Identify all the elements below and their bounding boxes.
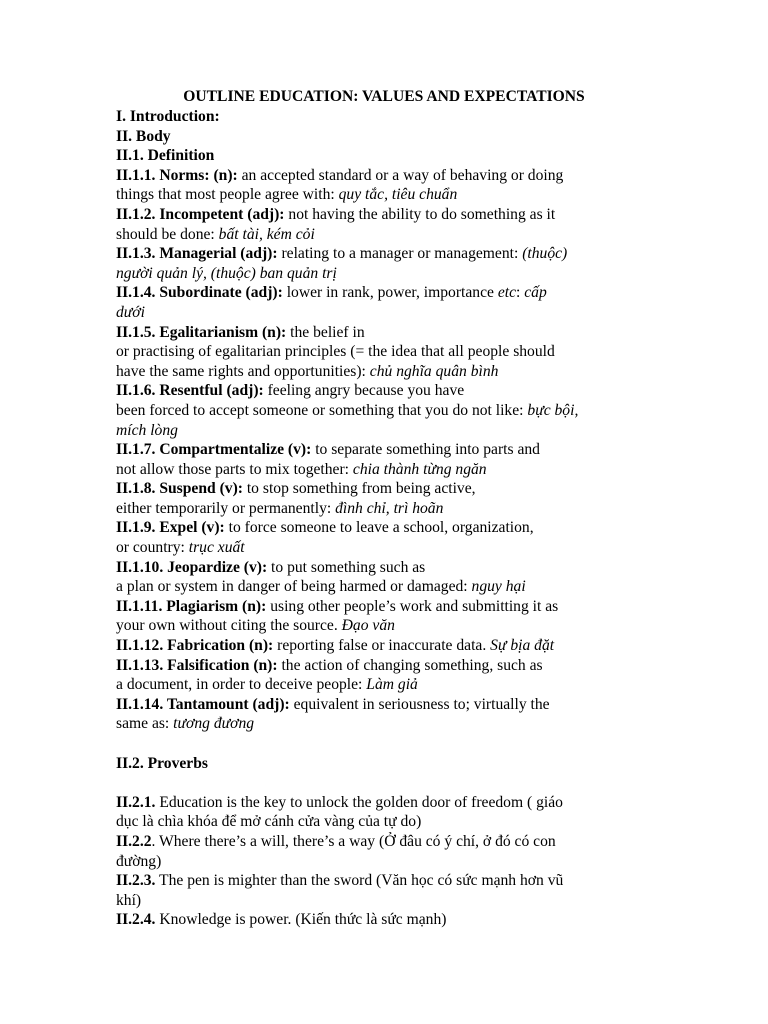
body-heading: II. Body	[116, 127, 171, 145]
definition-entry-egalitarianism-cont2: have the same rights and opportunities): chủ nghĩa quân bình	[116, 362, 499, 380]
definition-entry-resentful: II.1.6. Resentful (adj): feeling angry because you have	[116, 382, 465, 400]
definition-entry-subordinate-cont: dưới	[116, 303, 145, 321]
intro-heading: I. Introduction:	[116, 108, 220, 125]
document-title: OUTLINE EDUCATION: VALUES AND EXPECTATIONS	[183, 88, 585, 105]
definition-entry-norms: II.1.1. Norms: (n): an accepted standard or a way of behaving or doing	[116, 166, 564, 184]
definition-entry-fabrication: II.1.12. Fabrication (n): reporting false or inaccurate data. Sự bịa đặt	[116, 637, 555, 655]
definition-entry-tantamount: II.1.14. Tantamount (adj): equivalent in seriousness to; virtually the	[116, 695, 550, 713]
definition-entry-subordinate: II.1.4. Subordinate (adj): lower in rank, power, importance etc: cấp	[116, 284, 547, 302]
proverb-entry-2: II.2.2. Where there’s a will, there’s a way (Ở đâu có ý chí, ở đó có con	[116, 832, 556, 850]
definition-entry-managerial: II.1.3. Managerial (adj): relating to a manager or management: (thuộc)	[116, 245, 568, 263]
definition-entry-compartmentalize: II.1.7. Compartmentalize (v): to separate something into parts and	[116, 441, 540, 459]
definition-entry-expel-cont: or country: trục xuất	[116, 539, 245, 557]
definition-entry-egalitarianism: II.1.5. Egalitarianism (n): the belief in	[116, 323, 365, 341]
definition-entry-expel: II.1.9. Expel (v): to force someone to leave a school, organization,	[116, 519, 534, 537]
definition-entry-incompetent-cont: should be done: bất tài, kém cỏi	[116, 225, 315, 243]
proverb-entry-1: II.2.1. Education is the key to unlock the golden door of freedom ( giáo	[116, 793, 563, 811]
proverb-entry-4: II.2.4. Knowledge is power. (Kiến thức là sức mạnh)	[116, 911, 447, 929]
definition-entry-norms-cont: things that most people agree with: quy tắc, tiêu chuẩn	[116, 186, 458, 204]
definition-entry-plagiarism: II.1.11. Plagiarism (n): using other people’s work and submitting it as	[116, 597, 559, 615]
definition-entry-suspend: II.1.8. Suspend (v): to stop something from being active,	[116, 480, 476, 498]
proverb-entry-3: II.2.3. The pen is mighter than the sword (Văn học có sức mạnh hơn vũ	[116, 872, 564, 890]
definition-entry-suspend-cont: either temporarily or permanently: đình chỉ, trì hoãn	[116, 499, 444, 517]
definition-entry-jeopardize: II.1.10. Jeopardize (v): to put something such as	[116, 558, 426, 576]
proverb-entry-2-cont: đường)	[116, 852, 162, 870]
definition-entry-falsification: II.1.13. Falsification (n): the action of changing something, such as	[116, 656, 543, 674]
definition-entry-tantamount-cont: same as: tương đương	[116, 715, 255, 733]
blank-line	[116, 773, 656, 793]
definition-entry-jeopardize-cont: a plan or system in danger of being harmed or damaged: nguy hại	[116, 578, 526, 596]
document-body	[116, 107, 656, 930]
definition-entry-falsification-cont: a document, in order to deceive people: Làm giả	[116, 676, 418, 694]
definition-entry-egalitarianism-cont: or practising of egalitarian principles (= the idea that all people should	[116, 343, 555, 361]
definition-entry-compartmentalize-cont: not allow those parts to mix together: chia thành từng ngăn	[116, 460, 487, 478]
proverbs-heading: II.2. Proverbs	[116, 754, 208, 772]
definition-entry-incompetent: II.1.2. Incompetent (adj): not having the ability to do something as it	[116, 205, 556, 223]
definition-entry-resentful-cont2: mích lòng	[116, 421, 178, 439]
proverb-entry-3-cont: khí)	[116, 891, 142, 909]
definition-entry-resentful-cont: been forced to accept someone or something that you do not like: bực bội,	[116, 401, 579, 419]
definition-entry-plagiarism-cont: your own without citing the source. Đạo văn	[116, 617, 395, 635]
proverb-entry-1-cont: dục là chìa khóa để mở cánh cửa vàng của tự do)	[116, 813, 422, 831]
definition-entry-managerial-cont: người quản lý, (thuộc) ban quản trị	[116, 264, 337, 282]
definition-heading: II.1. Definition	[116, 147, 215, 165]
blank-line	[116, 734, 656, 754]
